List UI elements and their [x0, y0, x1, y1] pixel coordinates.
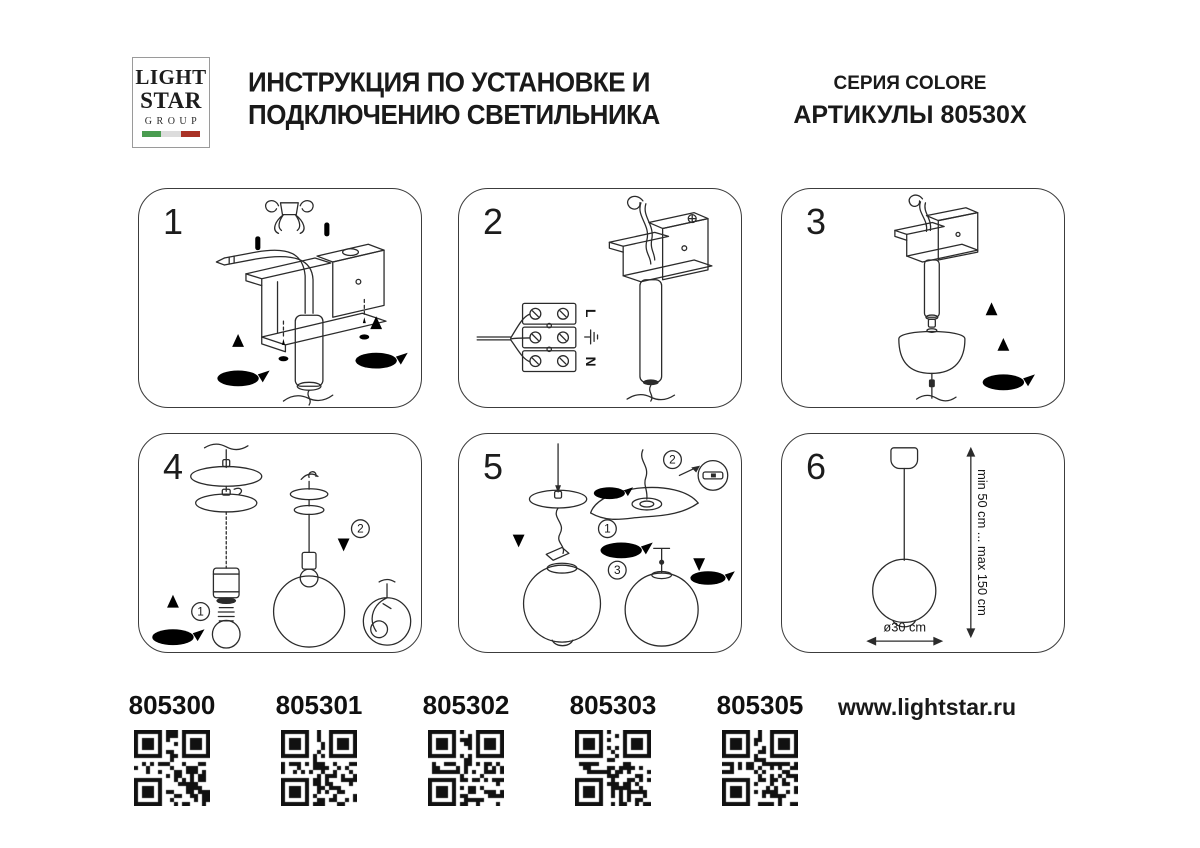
step5-diagram-shade-fixing	[459, 434, 740, 651]
articles-row	[127, 690, 805, 806]
substep-2-badge: 2	[669, 452, 676, 467]
step-panel-1	[138, 188, 422, 408]
step-number: 5	[483, 446, 504, 487]
substep-3-badge: 3	[613, 563, 621, 578]
qr-code	[281, 730, 357, 806]
italian-flag-stripe	[142, 131, 200, 137]
logo-text-light: LIGHT	[135, 65, 207, 89]
series-name: СЕРИЯ COLORE	[833, 73, 987, 94]
step-number: 4	[163, 446, 184, 487]
substep-1-badge: 1	[604, 521, 611, 536]
step2-diagram-wiring	[459, 189, 740, 406]
article-column	[568, 690, 658, 806]
article-column	[421, 690, 511, 806]
diameter-dimension-label: ø30 cm	[883, 619, 927, 635]
page-title	[248, 66, 660, 131]
qr-code	[428, 730, 504, 806]
substep-1-badge: 1	[197, 604, 204, 619]
article-column	[127, 690, 217, 806]
title-line-1: ИНСТРУКЦИЯ ПО УСТАНОВКЕ И	[248, 66, 650, 98]
article-column	[715, 690, 805, 806]
step-panel-3	[781, 188, 1065, 408]
qr-code	[134, 730, 210, 806]
qr-code	[722, 730, 798, 806]
step-panel-4	[138, 433, 422, 653]
website-url: www.lightstar.ru	[838, 694, 1017, 720]
qr-code	[575, 730, 651, 806]
logo-text-group: GROUP	[144, 116, 202, 127]
height-dimension-label: min 50 cm ... max 150 cm	[975, 469, 991, 616]
article-code: 805301	[275, 690, 363, 720]
article-code: 805303	[569, 690, 657, 720]
step3-diagram-canopy	[782, 189, 1063, 406]
lightstar-logo	[132, 57, 210, 148]
substep-2-badge: 2	[357, 521, 364, 536]
step-panel-2	[458, 188, 742, 408]
step4-diagram-bulb-and-shade	[139, 434, 420, 651]
logo-text-star: STAR	[140, 88, 202, 113]
earth-symbol	[585, 330, 598, 344]
step1-diagram-mounting-bracket	[139, 189, 420, 406]
article-code: 805305	[716, 690, 804, 720]
step-panel-6	[781, 433, 1065, 653]
article-code: 805302	[422, 690, 510, 720]
step-panel-5	[458, 433, 742, 653]
step-number: 2	[483, 201, 504, 242]
article-code: 805300	[128, 690, 216, 720]
step6-diagram-dimensions	[782, 434, 1063, 651]
articles-label: АРТИКУЛЫ 80530X	[793, 101, 1027, 129]
article-column	[274, 690, 364, 806]
terminal-label-neutral: N	[583, 356, 599, 367]
step-number: 3	[806, 201, 827, 242]
terminal-label-live: L	[583, 309, 599, 318]
step-number: 1	[163, 201, 184, 242]
title-line-2: ПОДКЛЮЧЕНИЮ СВЕТИЛЬНИКА	[248, 99, 660, 131]
step-number: 6	[806, 446, 827, 487]
